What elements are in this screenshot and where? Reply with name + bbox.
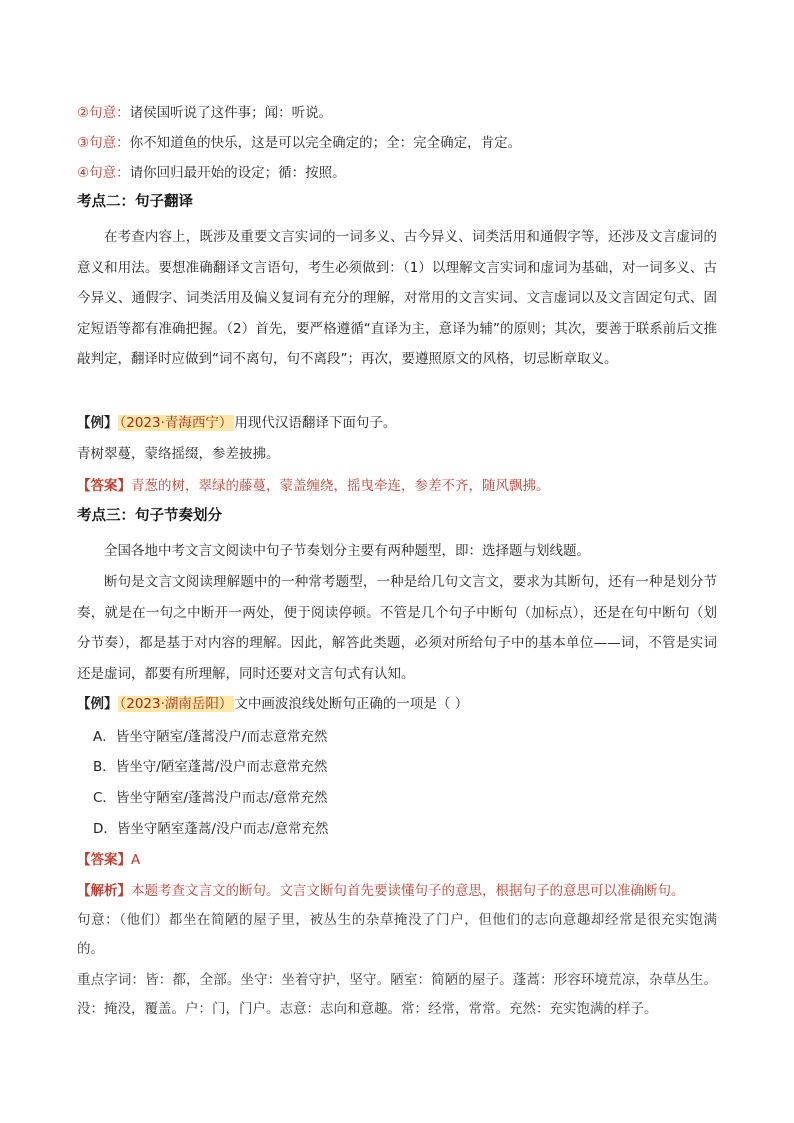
option-b: B．皆坐守/陋室蓬蒿/没户而志意常充然 xyxy=(93,759,328,775)
item-3 xyxy=(77,134,727,152)
option-a: A．皆坐守陋室/蓬蒿没户/而志意常充然 xyxy=(93,729,328,745)
item-text: 你不知道鱼的快乐，这是可以完全确定的；全：完全确定，肯定。 xyxy=(129,135,522,151)
item-label: 句意： xyxy=(89,135,130,151)
item-4 xyxy=(77,164,727,182)
item-text: 诸侯国听说了这件事；闻：听说。 xyxy=(129,105,333,121)
section3-keywords: 重点字词：皆：都，全部。坐守：坐着守护，坚守。陋室：简陋的屋子。蓬蒿：形容环境荒凉，杂草丛生。没：掩没，覆盖。户：门，门户。志意：志向和意趣。常：经常，常常。充然：充实饱满的样子。 xyxy=(77,972,717,1017)
section2-example xyxy=(77,414,727,432)
item-marker: ④ xyxy=(77,165,90,181)
item-marker: ③ xyxy=(77,135,90,151)
analysis-text: 本题考查文言文的断句。文言文断句首先要读懂句子的意思，根据句子的意思可以准确断句。 xyxy=(131,883,685,899)
section3-paragraph1: 全国各地中考文言文阅读中句子节奏划分主要有两种题型，即：选择题与划线题。 xyxy=(104,543,590,559)
answer-text: A xyxy=(131,852,141,868)
section3-paragraph2: 断句是文言文阅读理解题中的一种常考题型，一种是给几句文言文，要求为其断句，还有一种是划分节奏，就是在一句之中断开一两处，便于阅读停顿。不管是几个句子中断句（加标点），还是在句中断句（划分节奏），都是基于对内容的理解。因此，解答此类题，必须对所给句子中的基本单位——词，不管是实词还是虚词，都要有所理解，同时还要对文言句式有认知。 xyxy=(77,574,717,682)
section3-meaning: 句意：（他们）都坐在简陋的屋子里，被丛生的杂草掩没了门户，但他们的志向意趣却经常是很充实饱满的。 xyxy=(77,912,717,957)
section3-analysis xyxy=(77,882,727,900)
section3-example xyxy=(77,695,727,713)
section2-answer xyxy=(77,477,727,495)
analysis-tag: 【解析】 xyxy=(77,883,131,899)
example-tag: 【例】 xyxy=(77,415,118,431)
example-tag: 【例】 xyxy=(77,696,118,712)
section2-sentence: 青树翠蔓，蒙络摇缀，参差披拂。 xyxy=(77,446,280,462)
option-c: C．皆坐守陋室/蓬蒿没户而志/意常充然 xyxy=(93,790,328,806)
section2-paragraph: 在考查内容上，既涉及重要文言实词的一词多义、古今异义、词类活用和通假字等，还涉及文言虚词的意义和用法。要想准确翻译文言语句，考生必须做到：（1）以理解文言实词和虚词为基础，对一词多义、古今异义、通假字、词类活用及偏义复词有充分的理解，对常用的文言实词、文言虚词以及文言固定句式、固定短语等都有准确把握。（2）首先，要严格遵循“直译为主，意译为辅”的原则；其次，要善于联系前后文推敲判定，翻译时应做到“词不离句，句不离段”；再次，要遵照原文的风格，切忌断章取义。 xyxy=(77,229,717,367)
section3-answer xyxy=(77,851,727,869)
item-label: 句意： xyxy=(89,165,130,181)
answer-text: 青葱的树，翠绿的藤蔓，蒙盖缠绕，摇曳牵连，参差不齐，随风飘拂。 xyxy=(131,478,550,494)
section2-heading: 考点二：句子翻译 xyxy=(77,194,193,210)
item-label: 句意： xyxy=(89,105,130,121)
item-marker: ② xyxy=(77,105,90,121)
example-prompt: 文中画波浪线处断句正确的一项是（ ） xyxy=(234,696,469,712)
section3-heading: 考点三：句子节奏划分 xyxy=(77,508,222,524)
item-text: 请你回归最开始的设定；循：按照。 xyxy=(129,165,346,181)
item-2 xyxy=(77,104,727,122)
example-source: （2023·湖南岳阳） xyxy=(119,696,233,712)
answer-tag: 【答案】 xyxy=(77,852,131,868)
answer-tag: 【答案】 xyxy=(77,478,131,494)
option-d: D．皆坐守陋室蓬蒿/没户而志/意常充然 xyxy=(93,821,329,837)
example-source: （2023·青海西宁） xyxy=(119,415,233,431)
example-prompt: 用现代汉语翻译下面句子。 xyxy=(234,415,397,431)
